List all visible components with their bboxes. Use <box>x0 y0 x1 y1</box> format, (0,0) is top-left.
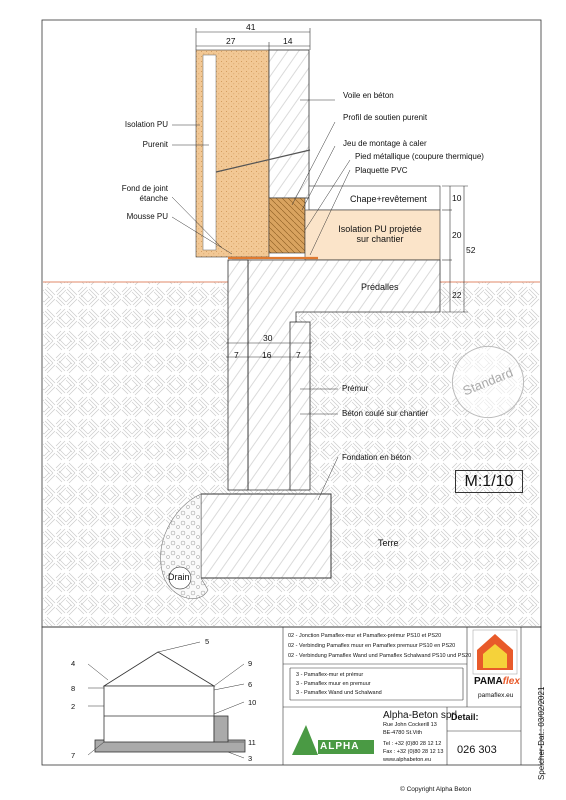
callout-9: 9 <box>248 659 253 668</box>
callout-3: 3 <box>248 754 253 763</box>
purenit-strip <box>203 55 216 250</box>
callout-10: 10 <box>248 698 257 707</box>
copyright: © Copyright Alpha Beton <box>400 786 472 793</box>
dim-20: 20 <box>452 230 462 240</box>
dim-7-right: 7 <box>296 350 301 360</box>
legend-line-2: 02 - Verbinding Pamaflex muur en Pamaflex premuur PS10 en PS20 <box>288 643 456 649</box>
house-thumbnail <box>95 652 245 752</box>
dim-30: 30 <box>263 333 273 343</box>
detail-number: 026 303 <box>457 744 497 756</box>
dim-10: 10 <box>452 193 462 203</box>
dim-16: 16 <box>262 350 272 360</box>
label-mousse-pu: Mousse PU <box>126 212 168 221</box>
dim-22: 22 <box>452 290 462 300</box>
callout-2: 2 <box>71 702 76 711</box>
purenit-profile <box>269 198 305 253</box>
standard-stamp: Standard <box>441 335 535 429</box>
brand-url: pamaflex.eu <box>478 692 514 699</box>
label-premur: Prémur <box>342 384 369 393</box>
label-fondation: Fondation en béton <box>342 453 411 462</box>
legend-line-5: 3 - Pamaflex muur en premuur <box>296 681 371 687</box>
label-isolation-pu: Isolation PU <box>124 120 168 129</box>
concrete-wall-upper <box>269 50 309 198</box>
label-jeu-montage: Jeu de montage à caler <box>343 139 427 148</box>
company-name: Alpha-Beton sprl <box>383 710 457 721</box>
label-purenit: Purenit <box>142 140 168 149</box>
pamaflex-logo <box>473 630 517 674</box>
detail-label: Detail: <box>451 712 479 722</box>
callout-4: 4 <box>71 659 76 668</box>
company-fax: Fax : +32 (0)80 28 12 13 <box>383 749 444 755</box>
label-pied-metallique: Pied métallique (coupure thermique) <box>355 152 484 161</box>
label-terre: Terre <box>378 538 399 548</box>
legend-line-3: 02 - Verbindung Pamaflex Wand und Pamaflex Schalwand PS10 und PS20 <box>288 653 472 659</box>
callout-7: 7 <box>71 751 76 760</box>
dim-41: 41 <box>246 22 256 32</box>
dim-14: 14 <box>283 36 293 46</box>
label-isolation-projetee: Isolation PU projetée sur chantier <box>338 224 422 244</box>
callout-6: 6 <box>248 680 253 689</box>
save-date: Speicher-Dat.: 03/02/2021 <box>537 686 546 780</box>
company-city: BE-4780 St.Vith <box>383 730 423 736</box>
company-street: Rue John Cockerill 13 <box>383 722 437 728</box>
dim-27: 27 <box>226 36 236 46</box>
label-predalles: Prédalles <box>361 282 399 292</box>
scale-indicator: M:1/10 <box>455 470 523 493</box>
premur-left <box>228 260 248 490</box>
company-tel: Tel : +32 (0)80 28 12 12 <box>383 741 442 747</box>
callout-5: 5 <box>205 637 210 646</box>
legend-line-1: 02 - Jonction Pamaflex-mur et Pamaflex-prémur PS10 et PS20 <box>288 633 442 639</box>
company-web: www.alphabeton.eu <box>383 757 432 763</box>
label-beton-coule: Béton coulé sur chantier <box>342 409 429 418</box>
label-drain: Drain <box>168 572 190 582</box>
brand-name: PAMAflex <box>474 676 520 687</box>
dim-7-left: 7 <box>234 350 239 360</box>
premur-right <box>290 322 310 490</box>
legend-line-6: 3 - Pamaflex Wand und Schalwand <box>296 690 382 696</box>
label-chape: Chape+revêtement <box>350 194 427 204</box>
callout-8: 8 <box>71 684 76 693</box>
legend-line-4: 3 - Pamaflex-mur et prémur <box>296 672 364 678</box>
label-plaquette-pvc: Plaquette PVC <box>355 166 408 175</box>
label-voile-beton: Voile en béton <box>343 91 394 100</box>
callout-11: 11 <box>248 738 256 747</box>
alpha-logo-text: ALPHA <box>320 741 360 752</box>
dim-52: 52 <box>466 245 476 255</box>
foundation <box>201 494 331 578</box>
label-fond-joint: Fond de joint étanche <box>121 184 168 203</box>
label-profil-soutien: Profil de soutien purenit <box>343 113 428 122</box>
